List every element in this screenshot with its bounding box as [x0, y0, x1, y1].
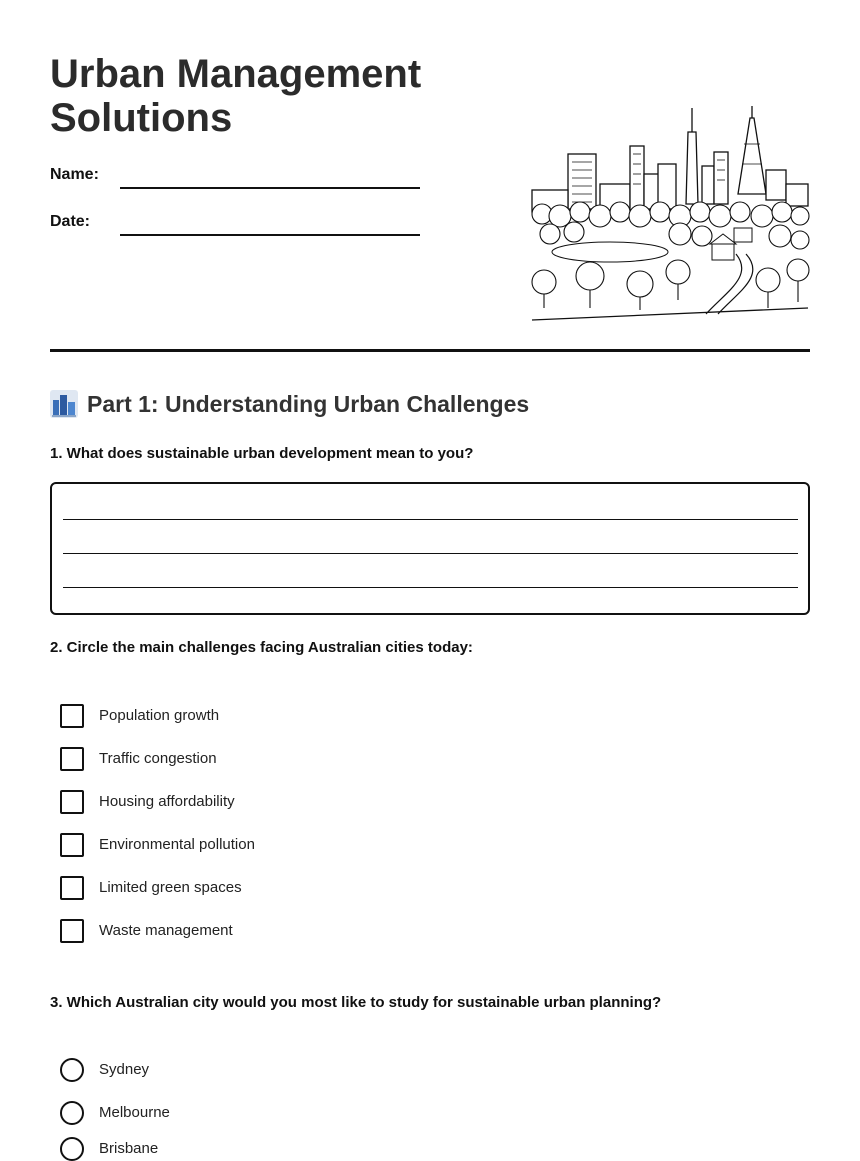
- radio-button[interactable]: [60, 1058, 84, 1082]
- checkbox[interactable]: [60, 747, 84, 771]
- title-line-1: Urban Management: [50, 52, 422, 96]
- header-divider: [50, 349, 810, 352]
- date-underline[interactable]: [120, 234, 420, 236]
- city-option[interactable]: [60, 1101, 170, 1125]
- challenge-label: Limited green spaces: [99, 879, 242, 896]
- checkbox[interactable]: [60, 919, 84, 943]
- checkbox[interactable]: [60, 790, 84, 814]
- part-1-heading: [50, 388, 529, 420]
- city-label: Brisbane: [99, 1140, 159, 1157]
- city-option[interactable]: [60, 1058, 149, 1082]
- challenge-option[interactable]: [60, 833, 255, 857]
- question-3: 3. Which Australian city would you most like to study for sustainable urban planning?: [50, 994, 662, 1011]
- checkbox[interactable]: [60, 704, 84, 728]
- part-1-title: Part 1: Understanding Urban Challenges: [87, 391, 530, 417]
- question-2: 2. Circle the main challenges facing Australian cities today:: [50, 639, 473, 656]
- challenge-label: Housing affordability: [99, 793, 235, 810]
- name-field[interactable]: [50, 165, 420, 195]
- checkbox[interactable]: [60, 876, 84, 900]
- challenge-option[interactable]: [60, 919, 233, 943]
- name-underline[interactable]: [120, 187, 420, 189]
- question-1: 1. What does sustainable urban development mean to you?: [50, 445, 474, 462]
- challenge-option[interactable]: [60, 790, 235, 814]
- challenge-option[interactable]: [60, 704, 219, 728]
- challenge-option[interactable]: [60, 876, 242, 900]
- date-label: Date:: [50, 213, 91, 230]
- city-label: Sydney: [99, 1061, 150, 1078]
- challenge-label: Waste management: [99, 922, 233, 939]
- challenge-label: Population growth: [99, 707, 220, 724]
- city-label: Melbourne: [99, 1104, 170, 1121]
- answer-line[interactable]: [63, 587, 798, 588]
- checkbox[interactable]: [60, 833, 84, 857]
- city-option[interactable]: [60, 1137, 158, 1161]
- name-label: Name:: [50, 166, 99, 183]
- answer-line[interactable]: [63, 519, 798, 520]
- cityscape-icon: [50, 390, 78, 418]
- worksheet-title: [50, 52, 490, 140]
- answer-line[interactable]: [63, 553, 798, 554]
- date-field[interactable]: [50, 212, 420, 242]
- answer-box-q1[interactable]: [50, 482, 810, 615]
- challenge-label: Traffic congestion: [99, 750, 217, 767]
- radio-button[interactable]: [60, 1137, 84, 1161]
- title-line-2: Solutions: [50, 96, 233, 140]
- radio-button[interactable]: [60, 1101, 84, 1125]
- challenge-option[interactable]: [60, 747, 217, 771]
- challenge-label: Environmental pollution: [99, 836, 255, 853]
- city-skyline-illustration: [530, 104, 810, 324]
